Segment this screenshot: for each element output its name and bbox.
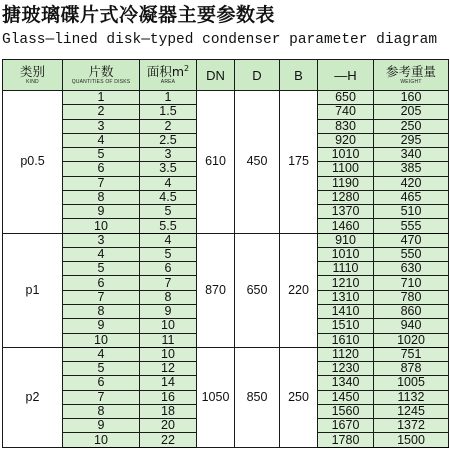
header-dn: DN — [197, 60, 235, 91]
area-cell: 2.5 — [140, 133, 197, 147]
weight-cell: 860 — [374, 304, 449, 318]
area-cell: 14 — [140, 376, 197, 390]
header-area — [140, 60, 197, 91]
disks-cell: 10 — [63, 433, 140, 448]
header-area-text: 面积m — [146, 63, 185, 79]
area-cell: 2 — [140, 119, 197, 133]
h-cell: 1280 — [318, 190, 374, 204]
h-cell: 1460 — [318, 219, 374, 233]
h-cell: 1670 — [318, 419, 374, 433]
disks-cell: 4 — [63, 133, 140, 147]
b-cell: 175 — [280, 91, 318, 234]
disks-cell: 5 — [63, 148, 140, 162]
area-cell: 5.5 — [140, 219, 197, 233]
h-cell: 1340 — [318, 376, 374, 390]
b-cell: 250 — [280, 347, 318, 447]
table-row — [3, 91, 449, 105]
header-row — [3, 60, 449, 91]
weight-cell: 1005 — [374, 376, 449, 390]
weight-cell: 1245 — [374, 404, 449, 418]
disks-cell: 10 — [63, 333, 140, 347]
h-cell: 910 — [318, 233, 374, 247]
area-cell: 5 — [140, 205, 197, 219]
table-row — [3, 347, 449, 361]
disks-cell: 8 — [63, 190, 140, 204]
weight-cell: 1500 — [374, 433, 449, 448]
weight-cell: 780 — [374, 290, 449, 304]
area-cell: 9 — [140, 304, 197, 318]
d-cell: 850 — [235, 347, 280, 447]
weight-cell: 940 — [374, 319, 449, 333]
header-disks-en: QUANTITIES OF DISKS — [71, 78, 131, 85]
area-cell: 4 — [140, 233, 197, 247]
disks-cell: 1 — [63, 91, 140, 105]
disks-cell: 9 — [63, 419, 140, 433]
weight-cell: 420 — [374, 176, 449, 190]
disks-cell: 4 — [63, 347, 140, 361]
h-cell: 1100 — [318, 162, 374, 176]
area-cell: 1.5 — [140, 105, 197, 119]
area-cell: 7 — [140, 276, 197, 290]
title-chinese: 搪玻璃碟片式冷凝器主要参数表 — [2, 4, 276, 26]
title-english: Glass—lined disk—typed condenser parameter diagram — [2, 32, 438, 48]
weight-cell: 550 — [374, 247, 449, 261]
weight-cell: 385 — [374, 162, 449, 176]
area-cell: 12 — [140, 362, 197, 376]
b-cell: 220 — [280, 233, 318, 347]
area-cell: 3 — [140, 148, 197, 162]
header-disks-cn: 片数 — [88, 63, 114, 79]
header-area-en: AREA — [160, 78, 176, 85]
header-area-cn — [140, 65, 196, 79]
disks-cell: 8 — [63, 404, 140, 418]
disks-cell: 6 — [63, 276, 140, 290]
dn-cell: 1050 — [197, 347, 235, 447]
h-cell: 1190 — [318, 176, 374, 190]
disks-cell: 5 — [63, 262, 140, 276]
weight-cell: 630 — [374, 262, 449, 276]
h-cell: 1370 — [318, 205, 374, 219]
header-area-sup: 2 — [184, 63, 190, 73]
weight-cell: 878 — [374, 362, 449, 376]
area-cell: 22 — [140, 433, 197, 448]
disks-cell: 2 — [63, 105, 140, 119]
h-cell: 1210 — [318, 276, 374, 290]
weight-cell: 710 — [374, 276, 449, 290]
weight-cell: 470 — [374, 233, 449, 247]
parameter-table-body — [3, 91, 449, 448]
header-kind-en: KIND — [26, 78, 39, 85]
header-kind — [3, 60, 63, 91]
weight-cell: 205 — [374, 105, 449, 119]
h-cell: 920 — [318, 133, 374, 147]
h-cell: 650 — [318, 91, 374, 105]
h-cell: 1310 — [318, 290, 374, 304]
dn-cell: 870 — [197, 233, 235, 347]
area-cell: 20 — [140, 419, 197, 433]
header-weight — [374, 60, 449, 91]
kind-cell: p2 — [3, 347, 63, 447]
area-cell: 1 — [140, 91, 197, 105]
disks-cell: 6 — [63, 162, 140, 176]
disks-cell: 3 — [63, 233, 140, 247]
table-row — [3, 233, 449, 247]
disks-cell: 4 — [63, 247, 140, 261]
area-cell: 11 — [140, 333, 197, 347]
weight-cell: 295 — [374, 133, 449, 147]
disks-cell: 8 — [63, 304, 140, 318]
weight-cell: 465 — [374, 190, 449, 204]
parameter-table — [2, 59, 449, 448]
h-cell: 1610 — [318, 333, 374, 347]
h-cell: 1450 — [318, 390, 374, 404]
h-cell: 1120 — [318, 347, 374, 361]
h-cell: 1230 — [318, 362, 374, 376]
d-cell: 650 — [235, 233, 280, 347]
area-cell: 10 — [140, 347, 197, 361]
header-d: D — [235, 60, 280, 91]
h-cell: 1110 — [318, 262, 374, 276]
weight-cell: 160 — [374, 91, 449, 105]
h-cell: 1010 — [318, 148, 374, 162]
weight-cell: 1372 — [374, 419, 449, 433]
disks-cell: 7 — [63, 176, 140, 190]
disks-cell: 10 — [63, 219, 140, 233]
h-cell: 1780 — [318, 433, 374, 448]
area-cell: 18 — [140, 404, 197, 418]
header-weight-cn: 参考重量 — [385, 63, 436, 79]
area-cell: 10 — [140, 319, 197, 333]
area-cell: 4 — [140, 176, 197, 190]
header-h: —H — [318, 60, 374, 91]
weight-cell: 510 — [374, 205, 449, 219]
weight-cell: 555 — [374, 219, 449, 233]
disks-cell: 5 — [63, 362, 140, 376]
h-cell: 1510 — [318, 319, 374, 333]
area-cell: 5 — [140, 247, 197, 261]
header-kind-cn: 类别 — [19, 63, 45, 79]
weight-cell: 340 — [374, 148, 449, 162]
d-cell: 450 — [235, 91, 280, 234]
header-disks — [63, 60, 140, 91]
h-cell: 740 — [318, 105, 374, 119]
weight-cell: 250 — [374, 119, 449, 133]
weight-cell: 1020 — [374, 333, 449, 347]
dn-cell: 610 — [197, 91, 235, 234]
kind-cell: p0.5 — [3, 91, 63, 234]
area-cell: 3.5 — [140, 162, 197, 176]
disks-cell: 9 — [63, 205, 140, 219]
h-cell: 1560 — [318, 404, 374, 418]
disks-cell: 6 — [63, 376, 140, 390]
disks-cell: 3 — [63, 119, 140, 133]
weight-cell: 751 — [374, 347, 449, 361]
kind-cell: p1 — [3, 233, 63, 347]
h-cell: 1410 — [318, 304, 374, 318]
h-cell: 1010 — [318, 247, 374, 261]
disks-cell: 7 — [63, 290, 140, 304]
area-cell: 6 — [140, 262, 197, 276]
disks-cell: 9 — [63, 319, 140, 333]
header-weight-en: WEIGHT — [400, 78, 422, 85]
weight-cell: 1132 — [374, 390, 449, 404]
disks-cell: 7 — [63, 390, 140, 404]
area-cell: 4.5 — [140, 190, 197, 204]
header-b: B — [280, 60, 318, 91]
area-cell: 16 — [140, 390, 197, 404]
h-cell: 830 — [318, 119, 374, 133]
area-cell: 8 — [140, 290, 197, 304]
